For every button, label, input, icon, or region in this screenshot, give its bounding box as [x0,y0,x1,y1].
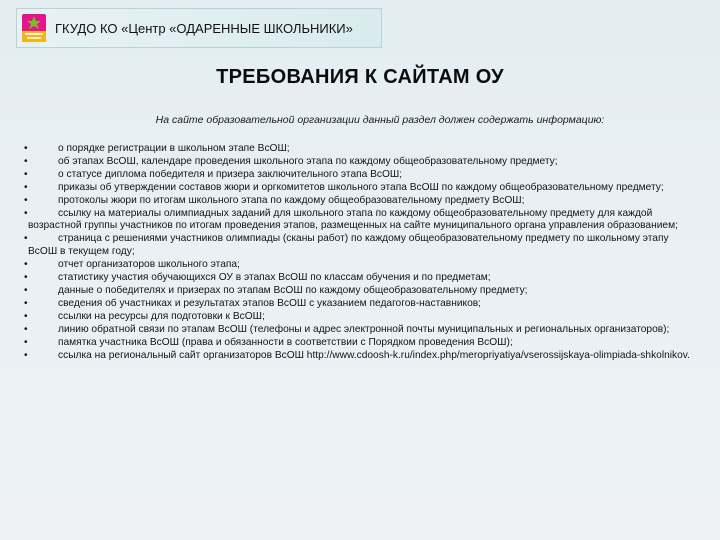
header-banner [16,8,382,48]
bullet-icon: • [24,181,28,193]
list-item [24,323,698,337]
bullet-icon: • [24,310,28,322]
bullet-icon: • [24,155,28,167]
list-item-text: об этапах ВсОШ, календаре проведения школьного этапа по каждому общеобразовательному предмету; [58,155,558,167]
list-item [24,284,698,298]
bullet-icon: • [24,323,28,335]
list-item [24,143,698,156]
bullet-icon: • [24,272,28,284]
bullet-icon: • [24,259,28,271]
header-title: ГКУДО КО «Центр «ОДАРЕННЫЕ ШКОЛЬНИКИ» [55,20,353,36]
list-item-text: страница с решениями участников олимпиады (сканы работ) по каждому общеобразовательному предмету по школьному этапу ВсОШ в текущем году; [28,233,669,258]
list-item-text: о порядке регистрации в школьном этапе ВсОШ; [58,143,290,154]
list-item-text: сведения об участниках и результатах этапов ВсОШ с указанием педагогов-наставников; [58,297,481,309]
page-title: ТРЕБОВАНИЯ К САЙТАМ ОУ [216,66,504,88]
list-item [24,194,698,208]
list-item [24,233,698,259]
list-item-text: данные о победителях и призерах по этапам ВсОШ по каждому общеобразовательному предмету; [58,284,528,296]
list-item-text: линию обратной связи по этапам ВсОШ (телефоны и адрес электронной почты муниципальных и региональных организаторов); [58,323,670,335]
list-item-text: ссылка на региональный сайт организаторов ВсОШ http://www.cdoosh-k.ru/index.php/meropriyatiya/vserossijskaya-olimpiada-shkolnikov. [58,349,690,361]
list-item-text: приказы об утверждении составов жюри и оргкомитетов школьного этапа ВсОШ по каждому общеобразовательному предмету; [58,181,664,193]
list-item-text: о статусе диплома победителя и призера заключительного этапа ВсОШ; [58,168,403,180]
bullet-icon: • [24,336,28,348]
bullet-icon: • [24,168,28,180]
list-item [24,168,698,182]
list-item-text: ссылки на ресурсы для подготовки к ВсОШ; [58,310,265,322]
list-item [24,259,698,272]
list-item-text: статистику участия обучающихся ОУ в этапах ВсОШ по классам обучения и по предметам; [58,272,491,284]
list-item [24,272,698,285]
bullet-icon: • [24,233,28,245]
list-item-text: ссылку на материалы олимпиадных заданий для школьного этапа по каждому общеобразовательному предмету для каждой возрастной группы участников по итогам проведения этапов, размещенных на сайте муниципального органа управления образованием; [28,207,678,232]
list-item [24,310,698,324]
bullet-icon: • [24,284,28,296]
list-item [24,297,698,311]
list-item [24,336,698,350]
intro-text: На сайте образовательной организации данный раздел должен содержать информацию: [155,114,605,126]
bullet-icon: • [24,143,28,154]
list-item-text: отчет организаторов школьного этапа; [58,259,240,271]
center-logo-icon [21,13,47,43]
list-item-text: протоколы жюри по итогам школьного этапа по каждому общеобразовательному предмету ВсОШ; [58,194,525,206]
list-item [24,181,698,195]
requirements-list [24,143,698,362]
list-item [24,155,698,169]
bullet-icon: • [24,297,28,309]
bullet-icon: • [24,349,28,361]
list-item [24,349,698,363]
list-item [24,207,698,234]
bullet-icon: • [24,207,28,219]
bullet-icon: • [24,194,28,206]
list-item-text: памятка участника ВсОШ (права и обязанности в соответствии с Порядком проведения ВсОШ); [58,336,513,348]
